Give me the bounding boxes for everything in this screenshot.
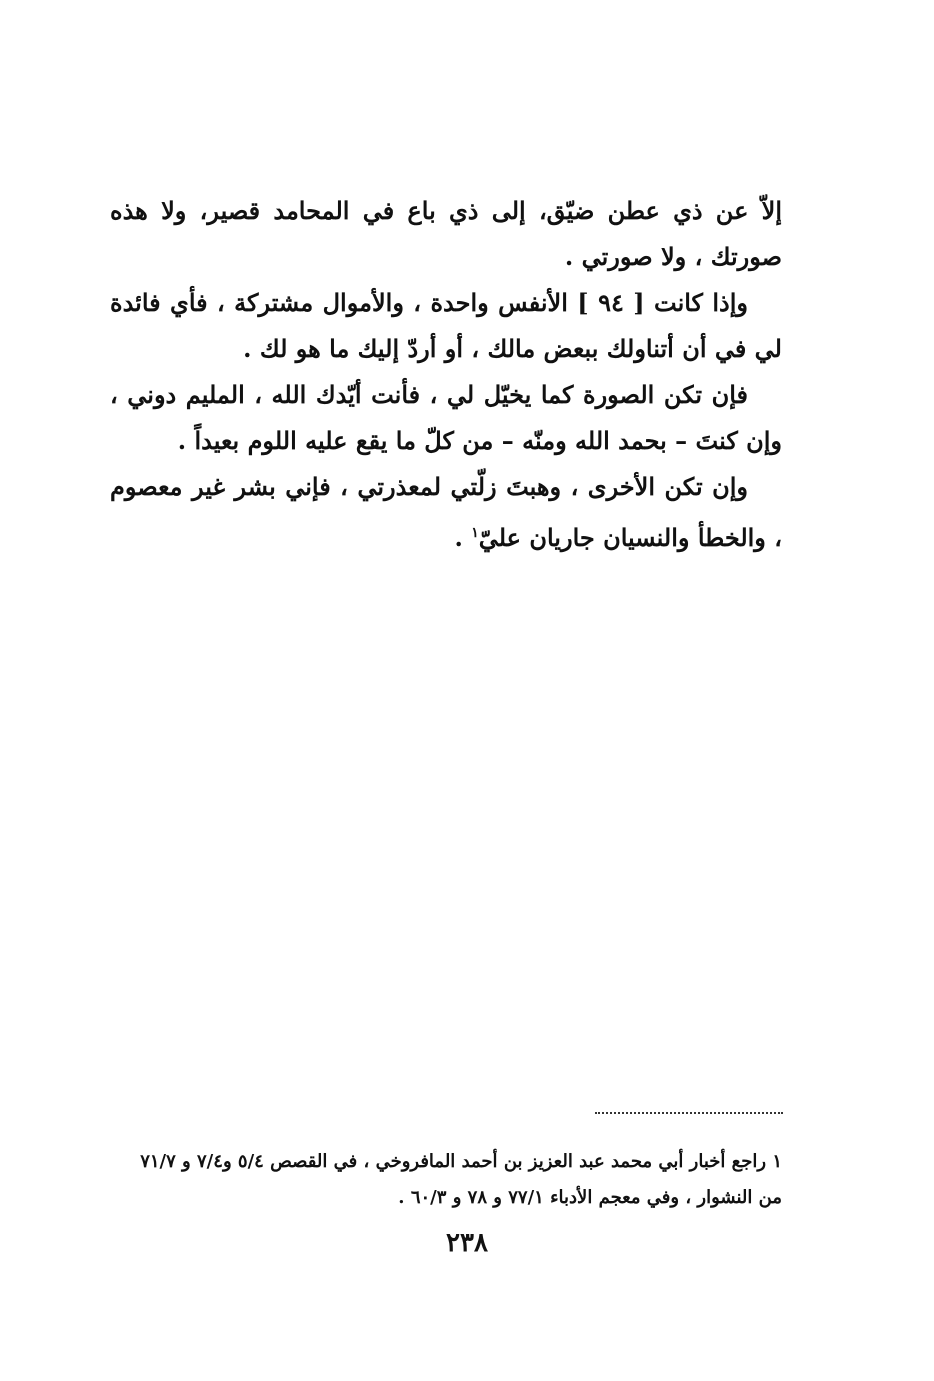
paragraph-4-text: وإن تكن الأخرى ، وهبتَ زلّتي لمعذرتي ، فإني بشر غير معصوم ، والخطأ والنسيان جاريان عليّ: [110, 472, 782, 552]
paragraph-3: فإن تكن الصورة كما يخيّل لي ، فأنت أيّدك الله ، المليم دوني ، وإن كنتَ – بحمد الله ومنّه – من كلّ ما يقع عليه اللوم بعيداً .: [110, 380, 782, 455]
paragraph-4: [110, 464, 782, 561]
footnote-divider: [595, 1112, 783, 1114]
paragraph-2: وإذا كانت [ ٩٤ ] الأنفس واحدة ، والأموال مشتركة ، فأي فائدة لي في أن أتناولك ببعض مالك ، أو أردّ إليك ما هو لك .: [110, 288, 782, 363]
footnote-line-1: ١ راجع أخبار أبي محمد عبد العزيز بن أحمد المافروخي ، في القصص ٥/٤ و٧/٤ و ٧١/٧: [140, 1151, 782, 1172]
footnote-reference: ١: [471, 525, 479, 541]
page-number: ٢٣٨: [446, 1228, 488, 1258]
footnote-line-2: من النشوار ، وفي معجم الأدباء ٧٧/١ و ٧٨ و ٦٠/٣ .: [398, 1187, 782, 1208]
paragraph-4-end: .: [454, 523, 472, 552]
main-text: [110, 188, 782, 561]
footnote: [112, 1144, 782, 1216]
paragraph-1: إلاّ عن ذي عطن ضيّق، إلى ذي باع في المحامد قصير، ولا هذه صورتك ، ولا صورتي .: [110, 196, 782, 271]
